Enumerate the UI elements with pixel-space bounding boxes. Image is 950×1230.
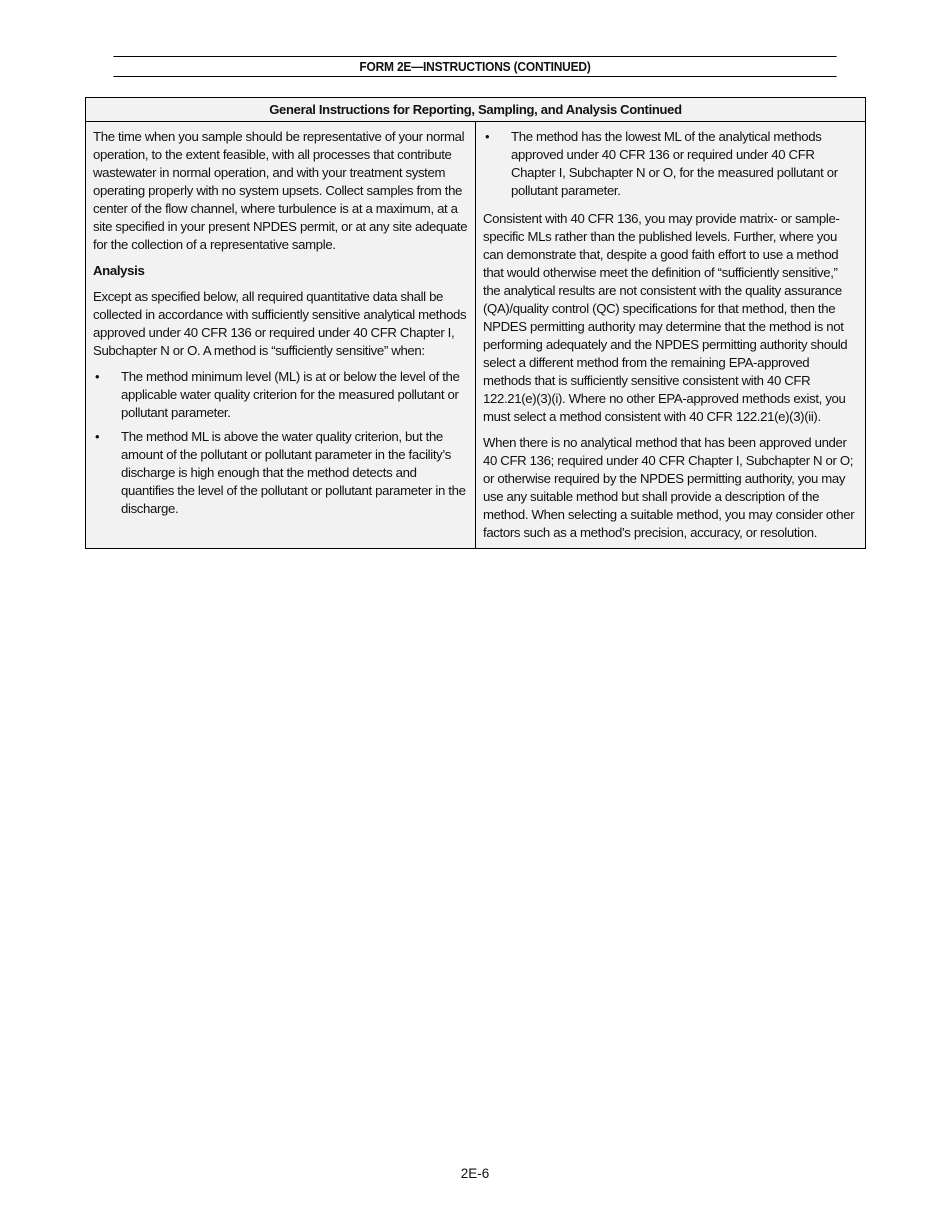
list-item: [93, 368, 468, 422]
no-approved-method-paragraph: When there is no analytical method that has been approved under 40 CFR 136; required under 40 CFR Chapter I, Subchapter N or O; or otherwise required by the NPDES permitting authority, you may use any suitable method but shall provide a description of the method. When selecting a suitable method, you may consider other factors such as a method’s precision, accuracy, or resolution.: [483, 435, 855, 540]
bullet-icon: •: [485, 129, 490, 144]
list-item-text: The method has the lowest ML of the analytical methods approved under 40 CFR 136 or required under 40 CFR Chapter I, Subchapter N or O, for the measured pollutant or pollutant parameter.: [511, 129, 838, 198]
sensitivity-criteria-list: [93, 368, 468, 518]
table-columns: [86, 122, 865, 548]
list-item: [483, 128, 858, 200]
table-title: General Instructions for Reporting, Sampling, and Analysis Continued: [86, 98, 865, 122]
list-item-text: The method minimum level (ML) is at or below the level of the applicable water quality criterion for the measured pollutant or pollutant parameter.: [121, 369, 460, 420]
sufficiently-sensitive-paragraph: Except as specified below, all required quantitative data shall be collected in accordance with sufficiently sensitive analytical methods approved under 40 CFR 136 or required under 40 CFR Chapter I, Subchapter N or O. A method is “sufficiently sensitive” when:: [93, 289, 467, 358]
sensitivity-criteria-list-continued: [483, 128, 858, 200]
list-item: [93, 428, 468, 518]
matrix-specific-ml-paragraph: Consistent with 40 CFR 136, you may provide matrix- or sample-specific MLs rather than the published levels. Further, where you can demonstrate that, despite a good faith effort to use a method that would otherwise meet the definition of “sufficiently sensitive,” the analytical results are not consistent with the quality assurance (QA)/quality control (QC) specifications for that method, then the NPDES permitting authority may determine that the method is not performing adequately and the NPDES permitting authority should select a different method from the remaining EPA-approved methods that is sufficiently sensitive consistent with 40 CFR 122.21(e)(3)(i). Where no other EPA-approved methods exist, you must select a method consistent with 40 CFR 122.21(e)(3)(ii).: [483, 211, 848, 424]
page-number: 2E-6: [460, 1166, 490, 1181]
analysis-subheading: Analysis: [93, 263, 145, 278]
left-column: [86, 122, 476, 548]
list-item-text: The method ML is above the water quality criterion, but the amount of the pollutant or pollutant parameter in the facility’s discharge is high enough that the method detects and quantifies the level of the pollutant or pollutant parameter in the discharge.: [121, 429, 466, 516]
right-column: [476, 122, 865, 548]
bullet-icon: •: [95, 369, 100, 384]
sampling-paragraph: The time when you sample should be representative of your normal operation, to the extent feasible, with all processes that contribute wastewater in normal operation, and with your treatment system operating properly with no system upsets. Collect samples from the center of the flow channel, where turbulence is at a maximum, at a site specified in your present NPDES permit, or at any site adequate for the collection of a representative sample.: [93, 129, 468, 252]
instructions-table: [85, 97, 866, 549]
form-header: FORM 2E—INSTRUCTIONS (CONTINUED): [113, 56, 836, 77]
bullet-icon: •: [95, 429, 100, 444]
